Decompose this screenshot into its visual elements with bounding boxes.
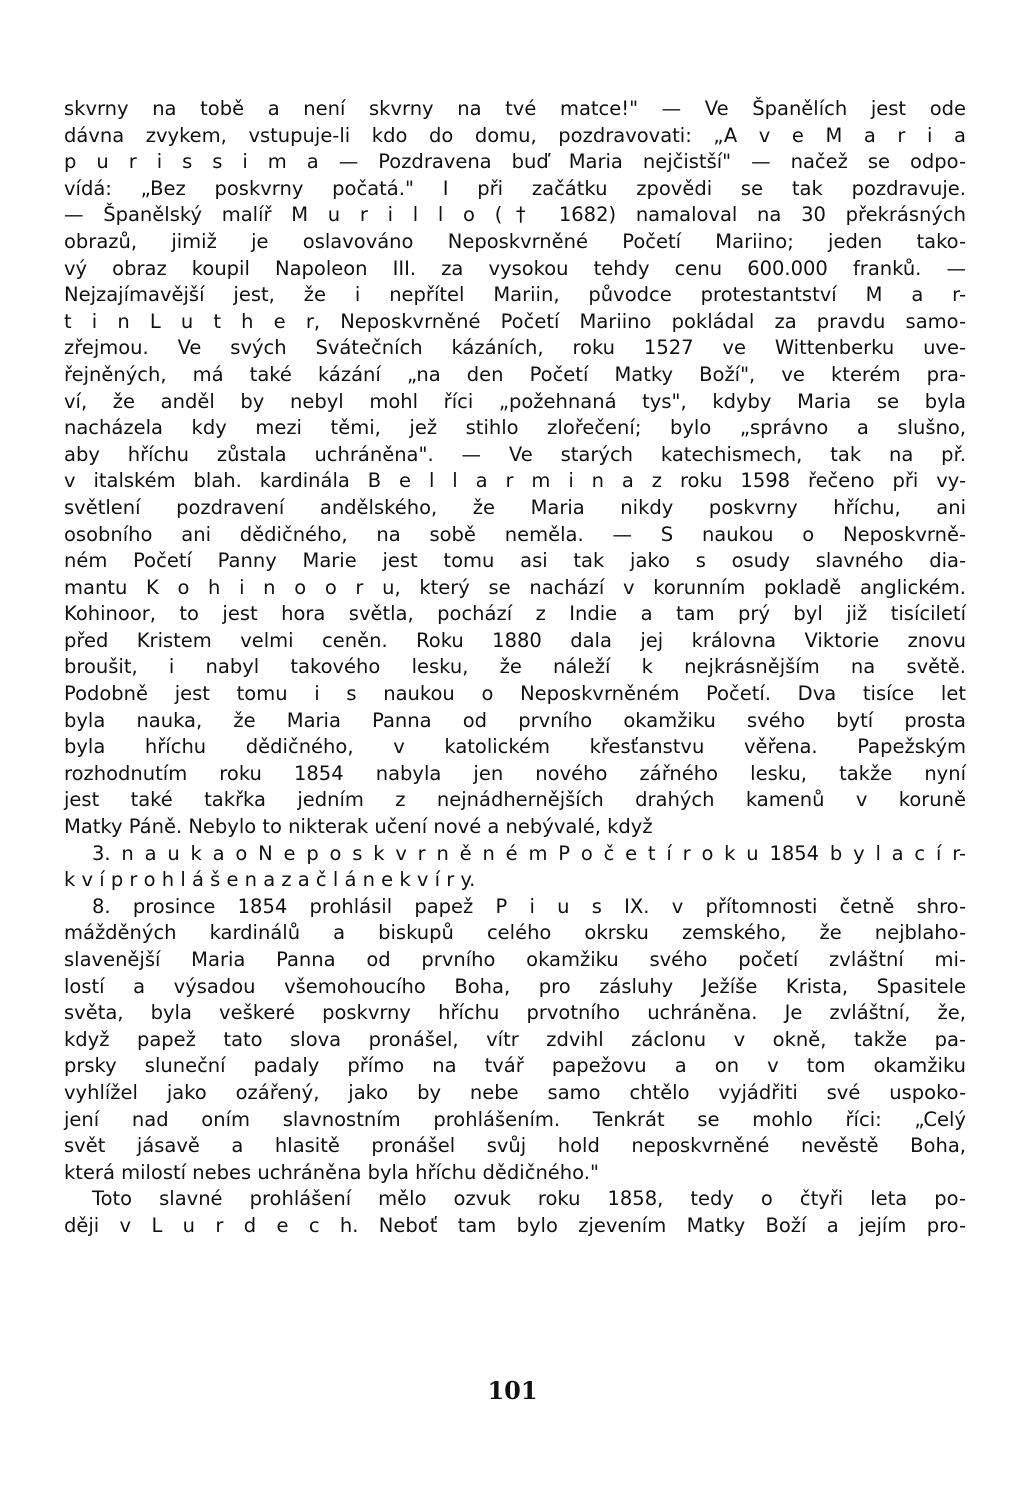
text-line: řejněných, má také kázání „na den Početí Matky Boží", ve kterém pra-: [64, 362, 966, 386]
text-line: vý obraz koupil Napoleon III. za vysokou tehdy cenu 600.000 franků. —: [64, 256, 966, 280]
text-line: Podobně jest tomu i s naukou o Neposkvrněném Početí. Dva tisíce let: [64, 682, 966, 706]
text-line: v italském blah. kardinála B e l l a r m i n a z roku 1598 řečeno při vy-: [64, 469, 966, 493]
text-line: mážděných kardinálů a biskupů celého okrsku zemského, že nejblaho-: [64, 921, 966, 945]
body-text: [64, 96, 966, 1240]
section-heading-line: 3. n a u k a o N e p o s k v r n ě n é m P o č e t í r o k u 1854 b y l a c í r-: [92, 841, 966, 865]
section-heading-line: k v í p r o h l á š e n a z a č l á n e k v í r y.: [64, 868, 476, 892]
text-line: ví, že anděl by nebyl mohl říci „požehnaná tys", kdyby Maria se byla: [64, 389, 966, 413]
text-line: — Španělský malíř M u r i l l o († 1682) namaloval na 30 překrásných: [64, 203, 966, 227]
text-line: lostí a výsadou všemohoucího Boha, pro zásluhy Ježíše Krista, Spasitele: [64, 974, 966, 998]
text-line: ději v L u r d e c h. Neboť tam bylo zjevením Matky Boží a jejím pro-: [64, 1213, 966, 1237]
text-line: Kohinoor, to jest hora světla, pochází z Indie a tam prý byl již tisíciletí: [64, 602, 966, 626]
text-line: broušit, i nabyl takového lesku, že náleží k nejkrásnějším na světě.: [64, 655, 966, 679]
text-line: vídá: „Bez poskvrny počatá." I při začátku zpovědi se tak pozdravuje.: [64, 176, 966, 200]
text-line: světlení pozdravení andělského, že Maria nikdy poskvrny hříchu, ani: [64, 495, 966, 519]
text-line: vyhlížel jako ozářený, jako by nebe samo chtělo vyjádřiti své uspoko-: [64, 1080, 966, 1104]
text-line: 8. prosince 1854 prohlásil papež P i u s IX. v přítomnosti četně shro-: [92, 894, 966, 918]
text-line: skvrny na tobě a není skvrny na tvé matce!" — Ve Španělích jest ode: [64, 97, 966, 120]
text-line: světa, byla veškeré poskvrny hříchu prvotního uchráněna. Je zvláštní, že,: [64, 1001, 966, 1025]
text-line: byla hříchu dědičného, v katolickém křesťanstvu věřena. Papežským: [64, 735, 966, 759]
text-line: jest také takřka jedním z nejnádhernějších drahých kamenů v koruně: [64, 788, 966, 812]
text-line: prsky sluneční padaly přímo na tvář papežovu a on v tom okamžiku: [64, 1054, 966, 1078]
text-line: ném Početí Panny Marie jest tomu asi tak jako s osudy slavného dia-: [64, 549, 966, 573]
text-line: svět jásavě a hlasitě pronášel svůj hold neposkvrněné nevěstě Boha,: [64, 1134, 966, 1158]
text-line: před Kristem velmi ceněn. Roku 1880 dala jej královna Viktorie znovu: [64, 628, 966, 652]
text-line: Matky Páně. Nebylo to nikterak učení nové a nebývalé, když: [64, 815, 653, 839]
text-line: slavenější Maria Panna od prvního okamžiku svého početí zvláštní mi-: [64, 948, 966, 971]
text-line: aby hříchu zůstala uchráněna". — Ve starých katechismech, tak na př.: [64, 442, 966, 466]
text-line: p u r i s s i m a — Pozdravena buď Maria nejčistší" — načež se odpo-: [64, 150, 966, 174]
text-line: nacházela kdy mezi těmi, jež stihlo zlořečení; bylo „správno a slušno,: [64, 416, 966, 440]
text-line: když papež tato slova pronášel, vítr zdvihl záclonu v okně, takže pa-: [64, 1027, 966, 1051]
text-line: obrazů, jimiž je oslavováno Neposkvrněné Početí Mariino; jeden tako-: [64, 229, 966, 253]
text-line: rozhodnutím roku 1854 nabyla jen nového zářného lesku, takže nyní: [64, 761, 966, 785]
text-line: byla nauka, že Maria Panna od prvního okamžiku svého bytí prosta: [64, 708, 966, 732]
text-line: t i n L u t h e r, Neposkvrněné Početí Mariino pokládal za pravdu samo-: [64, 309, 966, 333]
text-line: jení nad oním slavnostním prohlášením. Tenkrát se mohlo říci: „Celý: [64, 1107, 966, 1131]
text-line: Toto slavné prohlášení mělo ozvuk roku 1858, tedy o čtyři leta po-: [92, 1187, 966, 1211]
text-line: mantu K o h i n o o r u, který se nachází v korunním pokladě anglickém.: [64, 575, 966, 599]
text-line: zřejmou. Ve svých Svátečních kázáních, roku 1527 ve Wittenberku uve-: [64, 336, 966, 360]
text-line: Nejzajímavější jest, že i nepřítel Mariin, původce protestantství M a r-: [64, 283, 966, 307]
text-line: osobního ani dědičného, na sobě neměla. — S naukou o Neposkvrně-: [64, 522, 966, 546]
page-number: 101: [487, 1376, 538, 1405]
text-line: která milostí nebes uchráněna byla hříchu dědičného.": [64, 1160, 599, 1184]
text-line: dávna zvykem, vstupuje-li kdo do domu, pozdravovati: „A v e M a r i a: [64, 123, 966, 147]
